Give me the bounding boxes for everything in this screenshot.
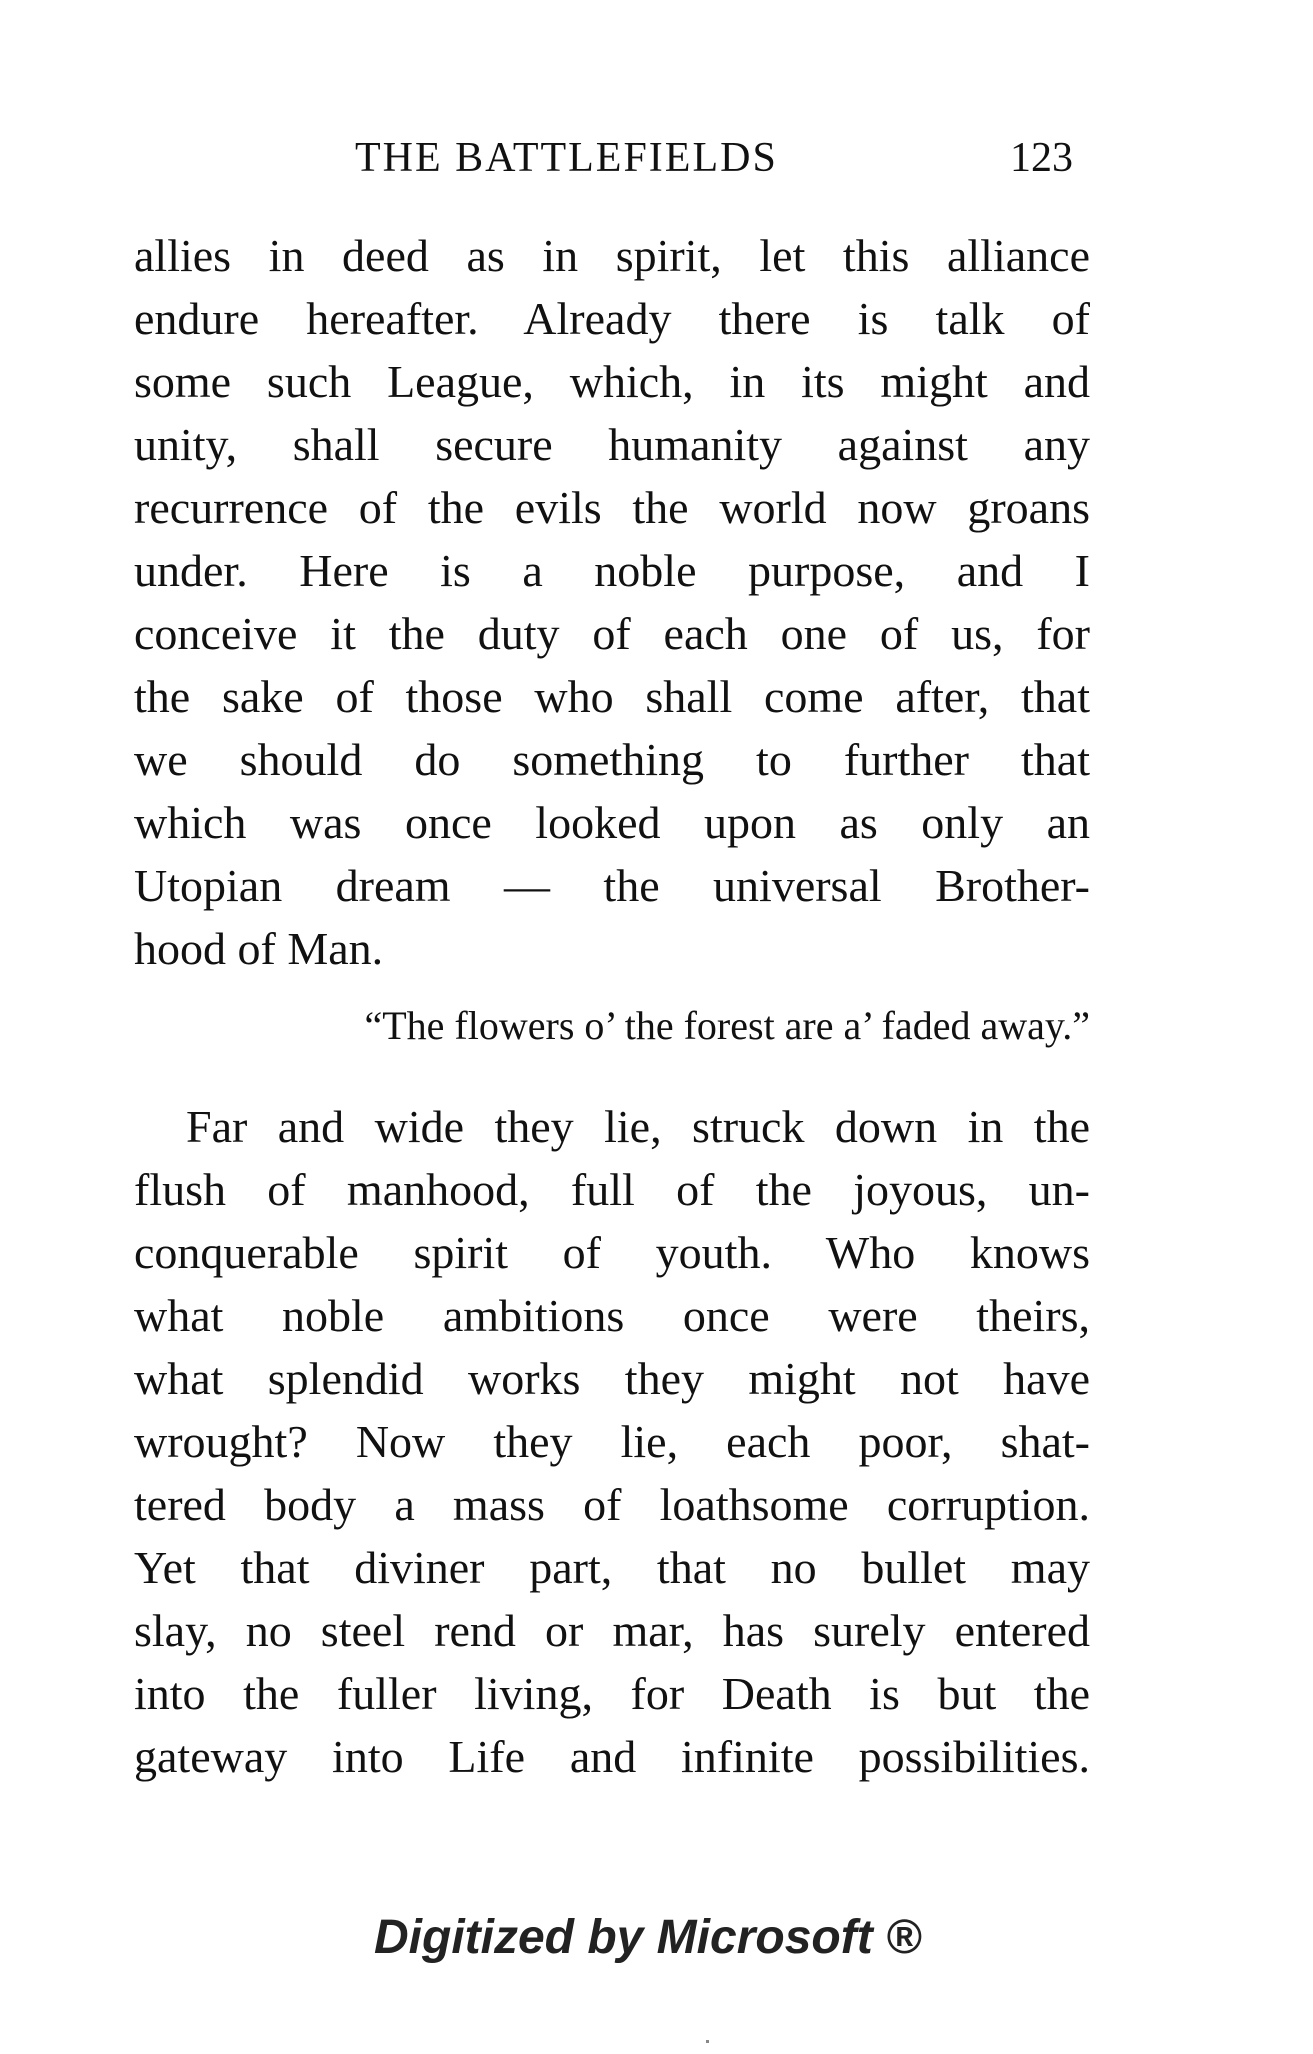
running-header-title: THE BATTLEFIELDS [355,135,778,181]
text-line: Utopian dream — the universal Brother- [134,860,1090,911]
text-line: we should do something to further that [134,734,1090,785]
page-number: 123 [1010,135,1073,181]
digitized-watermark: Digitized by Microsoft ® [374,1911,922,1964]
text-line: endure hereafter. Already there is talk of [134,293,1090,344]
text-line: under. Here is a noble purpose, and I [134,545,1090,596]
text-line: the sake of those who shall come after, that [134,671,1090,722]
text-line: slay, no steel rend or mar, has surely entered [134,1605,1090,1656]
text-line: which was once looked upon as only an [134,797,1090,848]
text-line: conquerable spirit of youth. Who knows [134,1227,1090,1278]
text-line: unity, shall secure humanity against any [134,419,1090,470]
scan-speck [706,2040,709,2043]
text-line: gateway into Life and infinite possibilities. [134,1731,1090,1782]
paragraph-1 [134,224,1090,980]
epigraph-quote: “The flowers o’ the forest are a’ faded away.” [364,1003,1090,1048]
text-line: wrought? Now they lie, each poor, shat- [134,1416,1090,1467]
text-line: some such League, which, in its might and [134,356,1090,407]
text-line: what splendid works they might not have [134,1353,1090,1404]
text-line: Yet that diviner part, that no bullet may [134,1542,1090,1593]
text-line: recurrence of the evils the world now groans [134,482,1090,533]
text-line: conceive it the duty of each one of us, for [134,608,1090,659]
paragraph-2 [134,1095,1090,1788]
text-line: what noble ambitions once were theirs, [134,1290,1090,1341]
text-line: hood of Man. [134,923,384,974]
text-line: tered body a mass of loathsome corruption. [134,1479,1090,1530]
text-line: allies in deed as in spirit, let this alliance [134,230,1090,281]
text-line: into the fuller living, for Death is but the [134,1668,1090,1719]
text-line: flush of manhood, full of the joyous, un- [134,1164,1090,1215]
text-line: Far and wide they lie, struck down in the [186,1101,1090,1152]
